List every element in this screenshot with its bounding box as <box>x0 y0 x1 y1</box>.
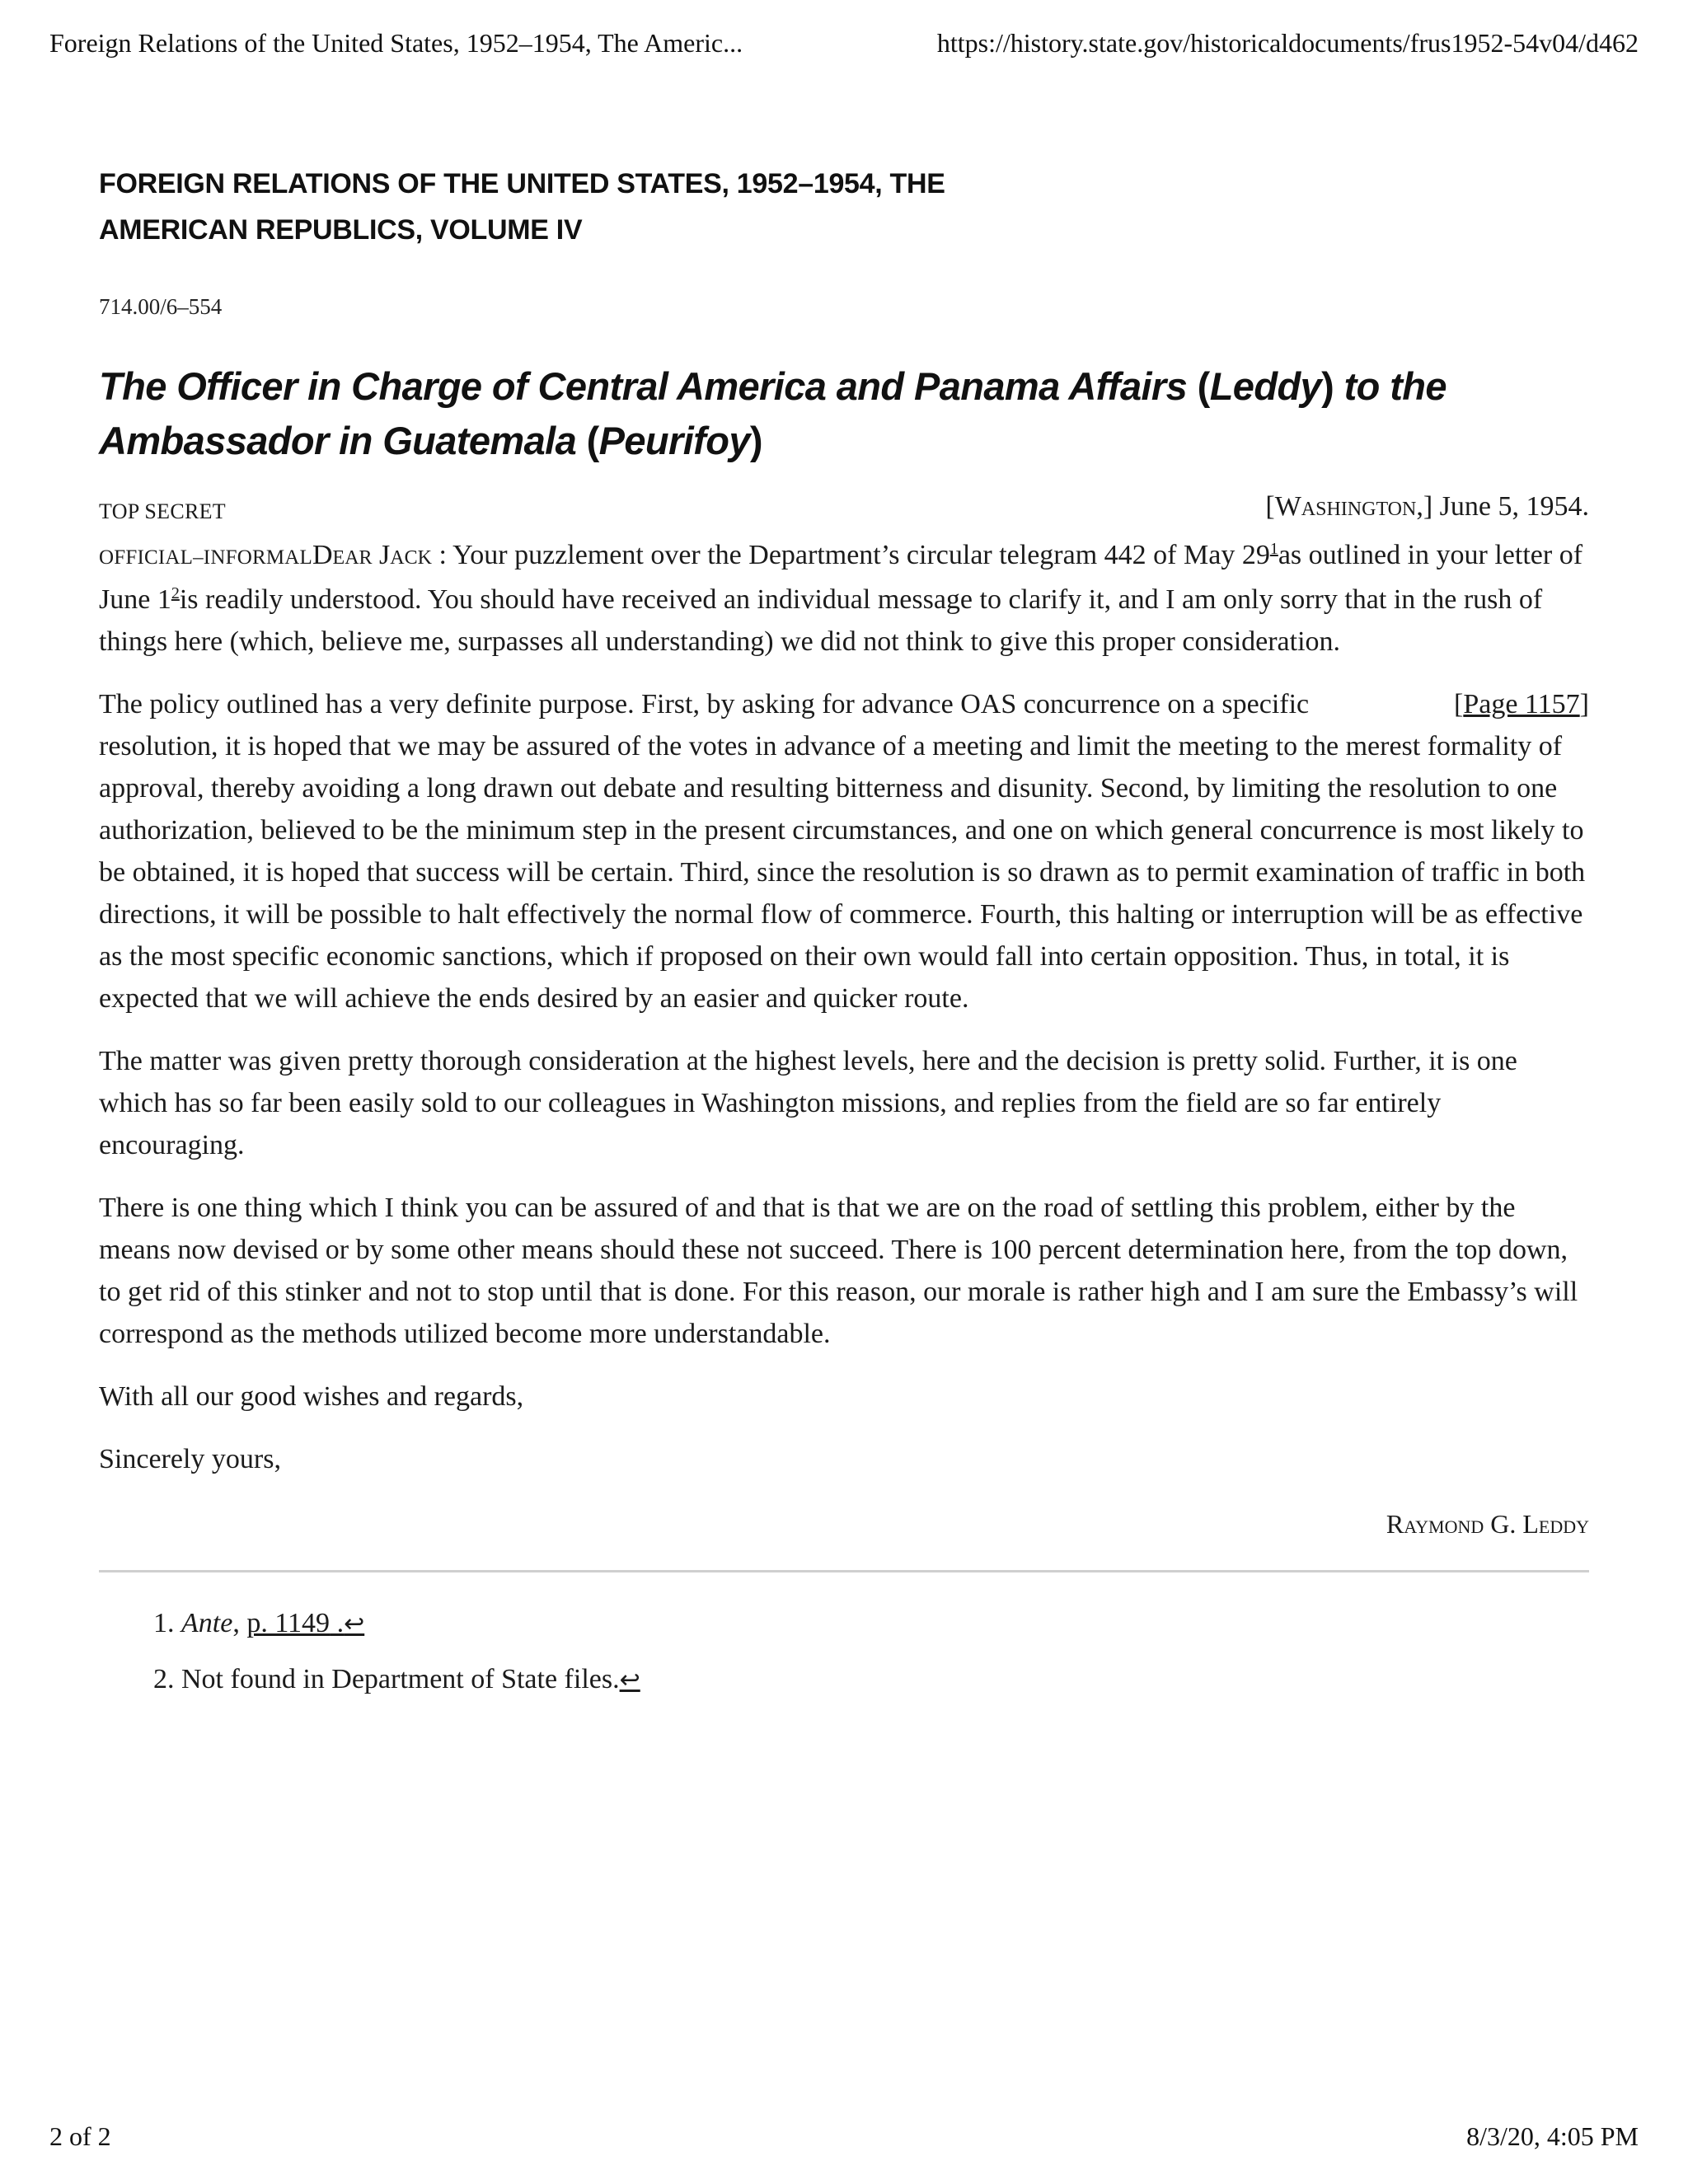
print-header-url: https://history.state.gov/historicaldocuments/frus1952-54v04/d462 <box>936 28 1639 58</box>
paragraph-1 <box>99 534 1589 663</box>
footnote-ref-1[interactable]: 1 <box>1269 540 1278 558</box>
return-arrow-icon[interactable]: ↩ <box>344 1610 365 1638</box>
document-title-paren: ) <box>749 419 762 462</box>
footnote-text: Not found in Department of State files. <box>181 1664 620 1694</box>
closing-regards: With all our good wishes and regards, <box>99 1381 524 1412</box>
footnote-item <box>181 1596 1589 1652</box>
paragraph-1-text-b: as outlined in your letter of June 1 <box>99 540 1583 615</box>
document-content <box>99 161 1589 1708</box>
dateline-bracket: [ <box>1265 491 1275 522</box>
document-title <box>99 359 1589 468</box>
letter-body <box>99 534 1589 1545</box>
paragraph-1-text-a: : Your puzzlement over the Department’s circular telegram 442 of May 29 <box>431 540 1270 570</box>
dateline-date: June 5, 1954. <box>1432 491 1589 522</box>
paragraph-2 <box>99 683 1589 1019</box>
dateline <box>1265 491 1589 523</box>
paragraph-3: The matter was given pretty thorough consideration at the highest levels, here and the decision is pretty solid. Further, it is one which has so far been easily sold to our colleagues in Washington missions, and replies from the field are so far entirely encouraging. <box>99 1046 1517 1160</box>
document-title-name1: Leddy <box>1209 364 1322 408</box>
page-marker <box>1454 683 1589 725</box>
paragraph-4: There is one thing which I think you can be assured of and that is that we are on the road of settling this problem, either by the means now devised or by some other means should these not succeed. There is 100 percent determination here, from the top down, to get rid of this stinker and not to stop until that is done. For this reason, our morale is rather high and I am sure the Embassy’s will correspond as the methods utilized become more understandable. <box>99 1193 1578 1349</box>
file-number: 714.00/6–554 <box>99 294 223 319</box>
signature: Raymond G. Leddy <box>1386 1509 1589 1539</box>
volume-title: FOREIGN RELATIONS OF THE UNITED STATES, 1952–1954, THE AMERICAN REPUBLICS, VOLUME IV <box>99 168 945 246</box>
document-title-part2: to the Ambassador in Guatemala <box>99 364 1447 462</box>
letter-label: OFFICIAL–INFORMAL <box>99 546 312 569</box>
dateline-place: Washington <box>1274 491 1417 522</box>
classification: TOP SECRET <box>99 499 226 523</box>
document-title-paren: ) <box>1321 364 1334 408</box>
print-footer-page: 2 of 2 <box>49 2121 111 2151</box>
return-arrow-icon[interactable]: ↩ <box>619 1666 640 1694</box>
footnote-page-link[interactable] <box>246 1608 344 1638</box>
dateline-bracket: ,] <box>1416 491 1433 522</box>
page-marker-bracket: [ <box>1454 689 1464 719</box>
print-footer-datetime: 8/3/20, 4:05 PM <box>1466 2121 1639 2151</box>
meta-row <box>99 491 1589 532</box>
footnotes-list <box>99 1596 1589 1708</box>
print-header-title: Foreign Relations of the United States, 1952–1954, The Americ... <box>49 28 743 58</box>
footnote-ref-2[interactable]: 2 <box>171 584 180 602</box>
salutation: Dear Jack <box>312 540 432 570</box>
footnote-page-link-after: . <box>330 1608 345 1638</box>
document-title-part1: The Officer in Charge of Central America and Panama Affairs <box>99 364 1188 408</box>
paragraph-1-text-c: is readily understood. You should have received an individual message to clarify it, and I am only sorry that in the rush of things here (which, believe me, surpasses all understanding) we did not think to give this proper consideration. <box>99 584 1543 657</box>
footnote-sep: , <box>232 1608 247 1638</box>
paragraph-2-text: The policy outlined has a very definite purpose. First, by asking for advance OAS concurrence on a specific resolution, it is hoped that we may be assured of the votes in advance of a meeting and limit the meeting to the merest formality of approval, thereby avoiding a long drawn out debate and resulting bitterness and disunity. Second, by limiting the resolution to one authorization, believed to be the minimum step in the present circumstances, and one on which general concurrence is most likely to be obtained, it is hoped that success will be certain. Third, since the resolution is so drawn as to permit examination of traffic in both directions, it will be possible to halt effectively the normal flow of commerce. Fourth, this halting or interruption will be as effective as the most specific economic sanctions, which if proposed on their own would fall into certain opposition. Thus, in total, it is expected that we will achieve the ends desired by an easier and quicker route. <box>99 689 1586 1014</box>
closing-sincerely: Sincerely yours, <box>99 1444 281 1474</box>
document-title-paren: ( <box>576 419 599 462</box>
page-marker-link[interactable]: Page 1157 <box>1463 689 1580 719</box>
footnote-divider <box>99 1570 1589 1572</box>
page-marker-bracket: ] <box>1579 689 1589 719</box>
footnote-item <box>181 1652 1589 1708</box>
document-title-name2: Peurifoy <box>598 419 750 462</box>
print-header <box>49 28 1639 64</box>
print-footer <box>49 2121 1639 2158</box>
footnote-ante: Ante <box>181 1608 233 1638</box>
footnote-page-link-text: p. 1149 <box>246 1608 331 1638</box>
document-title-paren: ( <box>1187 364 1210 408</box>
